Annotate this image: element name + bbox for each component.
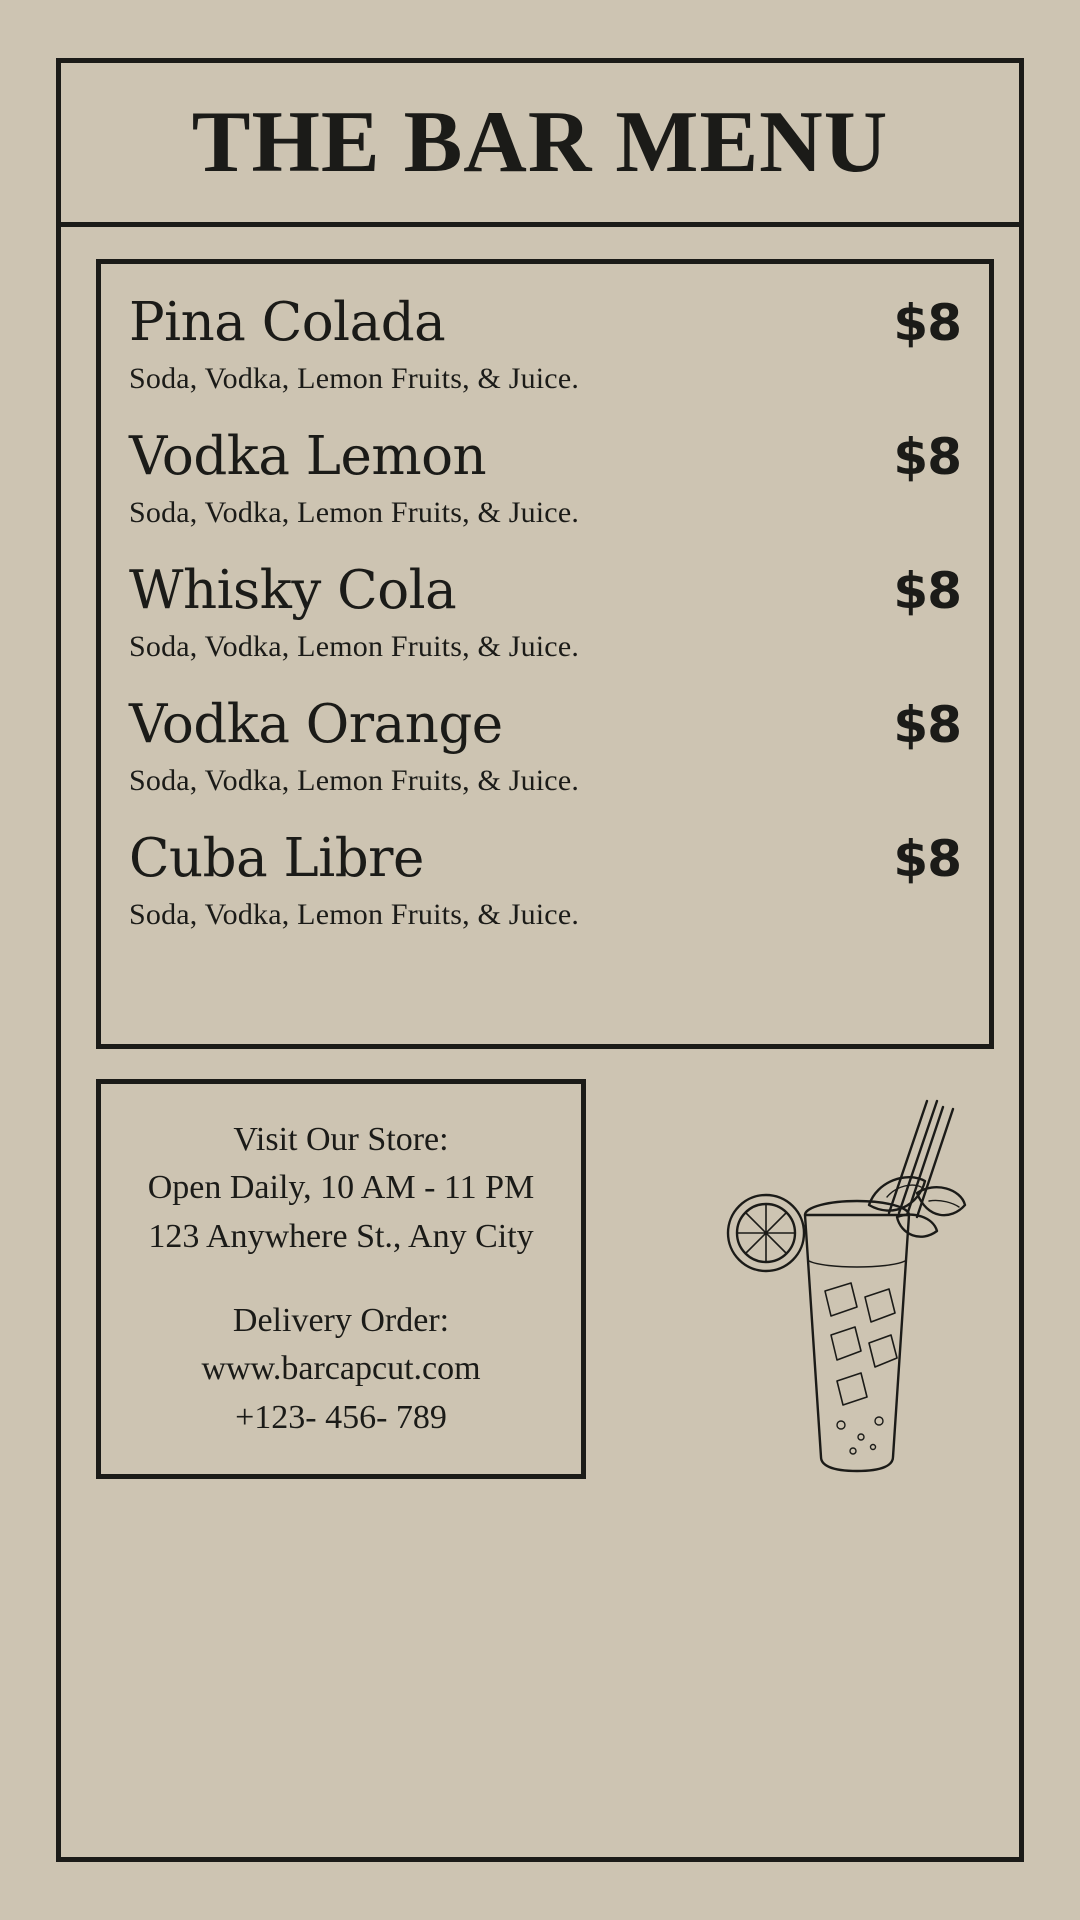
store-hours: Open Daily, 10 AM - 11 PM [147,1169,535,1207]
menu-item-row [129,294,961,352]
menu-item-price: $8 [893,562,961,620]
store-address: 123 Anywhere St., Any City [148,1217,534,1255]
menu-item-row [129,696,961,754]
menu-item-price: $8 [893,696,961,754]
menu-item-row [129,562,961,620]
page-title: THE BAR MENU [191,93,889,191]
store-info-block [96,1079,586,1479]
menu-item-description: Soda, Vodka, Lemon Fruits, & Juice. [129,630,580,663]
menu-item-row [129,830,961,888]
menu-item [129,428,961,530]
menu-item [129,696,961,798]
menu-item [129,562,961,664]
menu-item-price: $8 [893,830,961,888]
bar-menu-poster [56,58,1024,1862]
menu-item-name: Whisky Cola [129,560,457,621]
menu-item-description: Soda, Vodka, Lemon Fruits, & Juice. [129,362,580,395]
menu-item-price: $8 [893,294,961,352]
menu-item-name: Vodka Lemon [129,426,487,487]
menu-item-name: Pina Colada [129,292,446,353]
menu-list [96,259,994,1049]
menu-item-description: Soda, Vodka, Lemon Fruits, & Juice. [129,764,580,797]
title-block [61,63,1019,227]
menu-item [129,830,961,932]
menu-item-row [129,428,961,486]
menu-item-name: Cuba Libre [129,828,424,889]
menu-item-description: Soda, Vodka, Lemon Fruits, & Juice. [129,898,580,931]
delivery-website[interactable]: www.barcapcut.com [201,1350,481,1388]
delivery-phone[interactable]: +123- 456- 789 [235,1398,447,1436]
cocktail-glass-icon [721,1085,991,1475]
menu-item-name: Vodka Orange [129,694,503,755]
menu-item [129,294,961,396]
store-heading: Visit Our Store: [233,1121,449,1159]
delivery-heading: Delivery Order: [232,1302,450,1339]
menu-item-price: $8 [893,428,961,486]
menu-item-description: Soda, Vodka, Lemon Fruits, & Juice. [129,496,580,529]
